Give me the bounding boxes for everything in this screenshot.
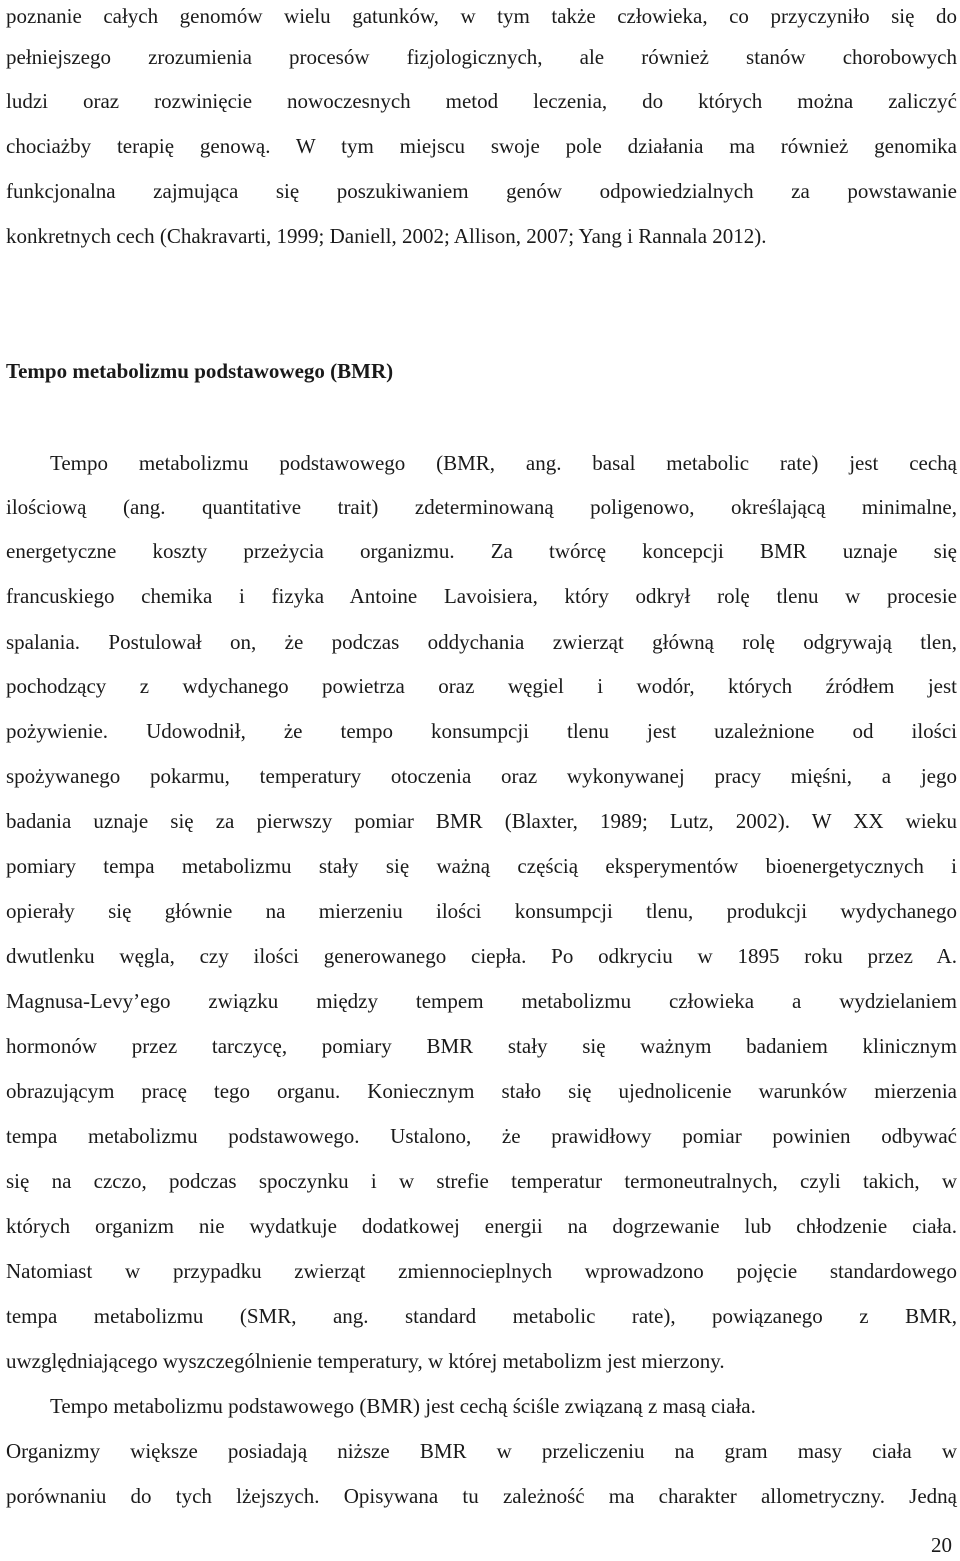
paragraph-line: funkcjonalna zajmująca się poszukiwaniem genów odpowiedzialnych za powstawanie bbox=[6, 179, 957, 203]
paragraph-line: spożywanego pokarmu, temperatury otoczenia oraz wykonywanej pracy mięśni, a jego bbox=[6, 764, 957, 788]
paragraph-line: dwutlenku węgla, czy ilości generowanego ciepła. Po odkryciu w 1895 roku przez A. bbox=[6, 944, 957, 968]
paragraph-line: konkretnych cech (Chakravarti, 1999; Daniell, 2002; Allison, 2007; Yang i Rannala 2012). bbox=[6, 224, 767, 248]
paragraph-line: pomiary tempa metabolizmu stały się ważną częścią eksperymentów bioenergetycznych i bbox=[6, 854, 957, 878]
paragraph-line: ludzi oraz rozwinięcie nowoczesnych metod leczenia, do których można zaliczyć bbox=[6, 89, 957, 113]
paragraph-line: porównaniu do tych lżejszych. Opisywana tu zależność ma charakter allometryczny. Jedną bbox=[6, 1484, 957, 1508]
paragraph-line: spalania. Postulował on, że podczas oddychania zwierząt główną rolę odgrywają tlen, bbox=[6, 630, 957, 654]
paragraph-line: energetyczne koszty przeżycia organizmu. Za twórcę koncepcji BMR uznaje się bbox=[6, 539, 957, 563]
page-number: 20 bbox=[931, 1533, 952, 1557]
paragraph-line: hormonów przez tarczycę, pomiary BMR stały się ważnym badaniem klinicznym bbox=[6, 1034, 957, 1058]
paragraph-line: tempa metabolizmu podstawowego. Ustalono, że prawidłowy pomiar powinien odbywać bbox=[6, 1124, 957, 1148]
paragraph-line: się na czczo, podczas spoczynku i w strefie temperatur termoneutralnych, czyli takich, w bbox=[6, 1169, 957, 1193]
paragraph-line: obrazującym pracę tego organu. Koniecznym stało się ujednolicenie warunków mierzenia bbox=[6, 1079, 957, 1103]
paragraph-line: Magnusa-Levy’ego związku między tempem metabolizmu człowieka a wydzielaniem bbox=[6, 989, 957, 1013]
paragraph-line: chociażby terapię genową. W tym miejscu swoje pole działania ma również genomika bbox=[6, 134, 957, 158]
paragraph-line: tempa metabolizmu (SMR, ang. standard metabolic rate), powiązanego z BMR, bbox=[6, 1304, 957, 1328]
paragraph-line: Organizmy większe posiadają niższe BMR w przeliczeniu na gram masy ciała w bbox=[6, 1439, 957, 1463]
paragraph-line: których organizm nie wydatkuje dodatkowej energii na dogrzewanie lub chłodzenie ciała. bbox=[6, 1214, 957, 1238]
paragraph-line: pochodzący z wdychanego powietrza oraz węgiel i wodór, których źródłem jest bbox=[6, 674, 957, 698]
paragraph-line: opierały się głównie na mierzeniu ilości konsumpcji tlenu, produkcji wydychanego bbox=[6, 899, 957, 923]
paragraph-line: francuskiego chemika i fizyka Antoine Lavoisiera, który odkrył rolę tlenu w procesie bbox=[6, 584, 957, 608]
paragraph-line: Tempo metabolizmu podstawowego (BMR) jest cechą ściśle związaną z masą ciała. bbox=[50, 1394, 756, 1418]
paragraph-line: pełniejszego zrozumienia procesów fizjologicznych, ale również stanów chorobowych bbox=[6, 45, 957, 69]
section-heading: Tempo metabolizmu podstawowego (BMR) bbox=[6, 359, 394, 383]
paragraph-line: ilościową (ang. quantitative trait) zdeterminowaną poligenowo, określającą minimalne, bbox=[6, 495, 957, 519]
paragraph-line: uwzględniającego wyszczególnienie temperatury, w której metabolizm jest mierzony. bbox=[6, 1349, 725, 1373]
paragraph-line: Natomiast w przypadku zwierząt zmiennocieplnych wprowadzono pojęcie standardowego bbox=[6, 1259, 957, 1283]
paragraph-line: badania uznaje się za pierwszy pomiar BMR (Blaxter, 1989; Lutz, 2002). W XX wieku bbox=[6, 809, 957, 833]
paragraph-line: Tempo metabolizmu podstawowego (BMR, ang. basal metabolic rate) jest cechą bbox=[50, 451, 957, 475]
paragraph-line: pożywienie. Udowodnił, że tempo konsumpcji tlenu jest uzależnione od ilości bbox=[6, 719, 957, 743]
paragraph-line: poznanie całych genomów wielu gatunków, w tym także człowieka, co przyczyniło się do bbox=[6, 4, 957, 28]
